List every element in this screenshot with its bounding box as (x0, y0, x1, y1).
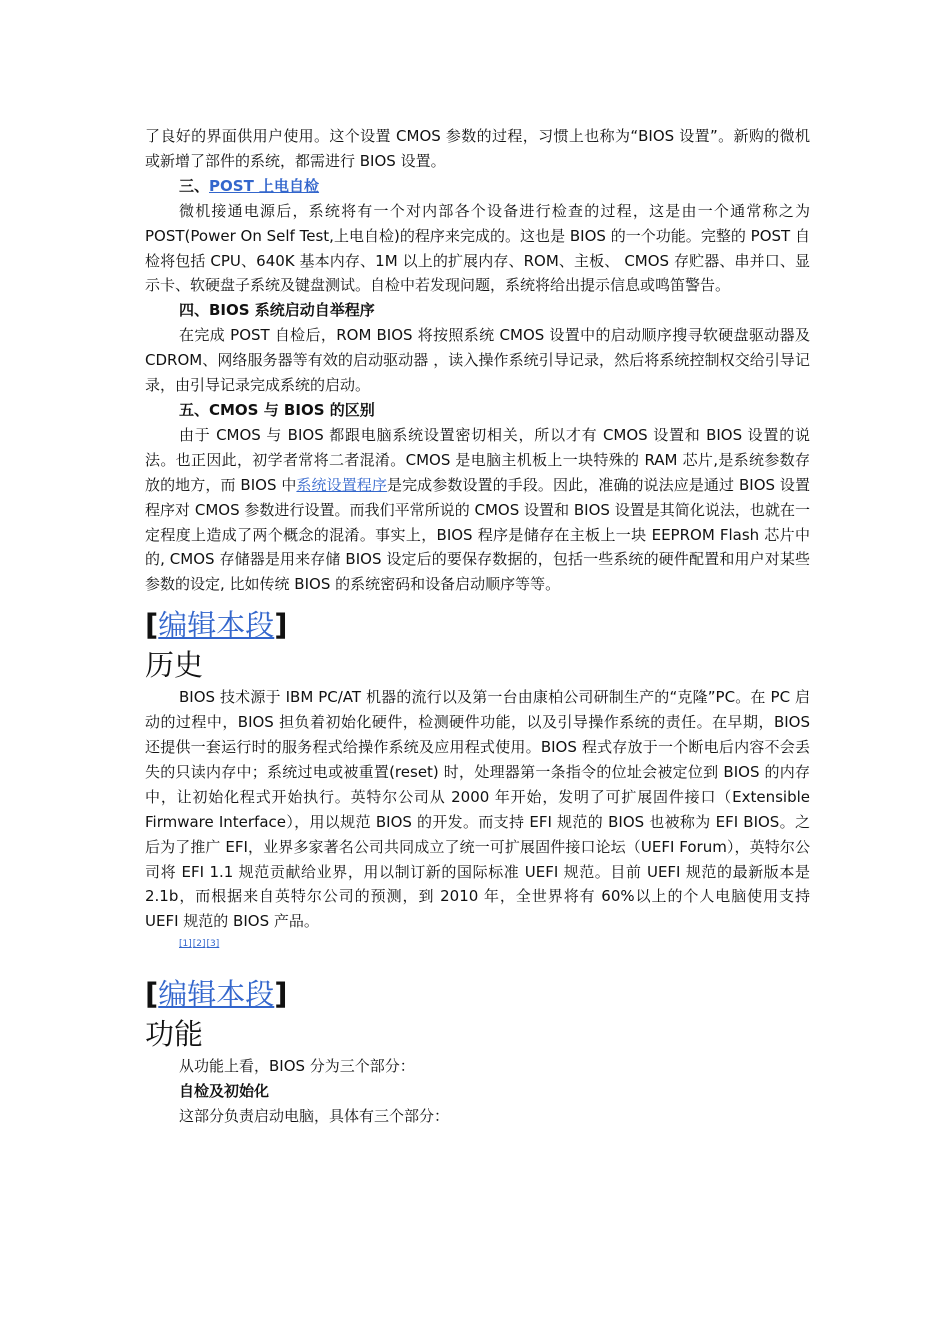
boot-heading: 四、BIOS 系统启动自举程序 (179, 301, 375, 320)
edit-section-link-function[interactable]: 编辑本段 (158, 977, 275, 1012)
cmos-bios-paragraph (145, 423, 810, 597)
history-references (145, 934, 810, 954)
history-paragraph: BIOS 技术源于 IBM PC/AT 机器的流行以及第一台由康柏公司研制生产的“克隆”PC。在 PC 启动的过程中，BIOS 担负着初始化硬件，检测硬件功能，以及引导操作系统的责任。在早期，BIOS 还提供一套运行时的服务程式给操作系统及应用程式使用。BIOS 程式存放于一个断电后内容不会丢失的只读内存中；系统过电或被重置(reset) 时，处理器第一条指令的位址会被定位到 BIOS 的内存中，让初始化程式开始执行。英特尔公司从 2000 年开始，发明了可扩展固件接口（Extensible Firmware Interface），用以规范 BIOS 的开发。而支持 EFI 规范的 BIOS 也被称为 EFI BIOS。之后为了推广 EFI，业界多家著名公司共同成立了统一可扩展固件接口论坛（UEFI Forum），英特尔公司将 EFI 1.1 规范贡献给业界，用以制订新的国际标准 UEFI 规范。目前 UEFI 规范的最新版本是 2.1b，而根据来自英特尔公司的预测，到 2010 年，全世界将有 60%以上的个人电脑使用支持 UEFI 规范的 BIOS 产品。 (145, 688, 810, 931)
edit-bracket-close: ] (274, 608, 288, 643)
system-setup-program-link[interactable]: 系统设置程序 (296, 475, 387, 494)
cmos-bios-text-after: 是完成参数设置的手段。因此，准确的说法应是通过 BIOS 设置程序对 CMOS 参数进行设置。而我们平常所说的 CMOS 设置和 BIOS 设置是其简化说法，也就在一定程度上造成了两个概念的混淆。事实上，BIOS 程序是储存在主板上一块 EEPROM Flash 芯片中的, CMOS 存储器是用来存储 BIOS 设定后的要保存数据的，包括一些系统的硬件配置和用户对某些参数的设定, 比如传统 BIOS 的系统密码和设备启动顺序等等。 (145, 475, 810, 594)
history-title: 历史 (145, 648, 204, 683)
edit-bracket-open: [ (145, 608, 159, 643)
function-intro: 从功能上看，BIOS 分为三个部分： (179, 1057, 415, 1076)
edit-bracket-open: [ (145, 977, 159, 1012)
post-heading-prefix: 三、 (179, 176, 210, 195)
reference-link-1[interactable]: [1] (179, 939, 192, 950)
post-heading-link[interactable]: POST 上电自检 (209, 176, 320, 195)
self-test-paragraph: 这部分负责启动电脑，具体有三个部分： (179, 1107, 450, 1126)
boot-paragraph: 在完成 POST 自检后，ROM BIOS 将按照系统 CMOS 设置中的启动顺序搜寻软硬盘驱动器及 CDROM、网络服务器等有效的启动驱动器 ，读入操作系统引导记录，然后将系统控制权交给引导记录，由引导记录完成系统的启动。 (145, 326, 810, 395)
reference-link-2[interactable]: [2] (192, 939, 206, 950)
function-title: 功能 (145, 1017, 204, 1052)
edit-bracket-close: ] (274, 977, 288, 1012)
self-test-heading: 自检及初始化 (179, 1082, 270, 1101)
document-content (145, 124, 810, 1129)
cmos-bios-text-before: 由于 CMOS 与 BIOS 都跟电脑系统设置密切相关，所以才有 CMOS 设置和 BIOS 设置的说法。也正因此，初学者常将二者混淆。CMOS 是电脑主机板上一块特殊的 RAM 芯片,是系统参数存放的地方，而 BIOS 中 (145, 425, 810, 494)
edit-section-link-history[interactable]: 编辑本段 (158, 608, 275, 643)
edit-section-function (145, 974, 810, 1014)
post-paragraph: 微机接通电源后，系统将有一个对内部各个设备进行检查的过程，这是由一个通常称之为 POST(Power On Self Test,上电自检)的程序来完成的。这也是 BIOS 的一个功能。完整的 POST 自检将包括 CPU、640K 基本内存、1M 以上的扩展内存、ROM、主板、 CMOS 存贮器、串并口、显示卡、软硬盘子系统及键盘测试。自检中若发现问题，系统将给出提示信息或鸣笛警告。 (145, 201, 810, 295)
post-heading (145, 174, 810, 199)
reference-link-3[interactable]: [3] (206, 939, 220, 950)
intro-paragraph: 了良好的界面供用户使用。这个设置 CMOS 参数的过程，习惯上也称为“BIOS 设置”。新购的微机或新增了部件的系统，都需进行 BIOS 设置。 (145, 127, 810, 170)
edit-section-history (145, 605, 810, 645)
cmos-bios-heading: 五、CMOS 与 BIOS 的区别 (179, 400, 375, 419)
